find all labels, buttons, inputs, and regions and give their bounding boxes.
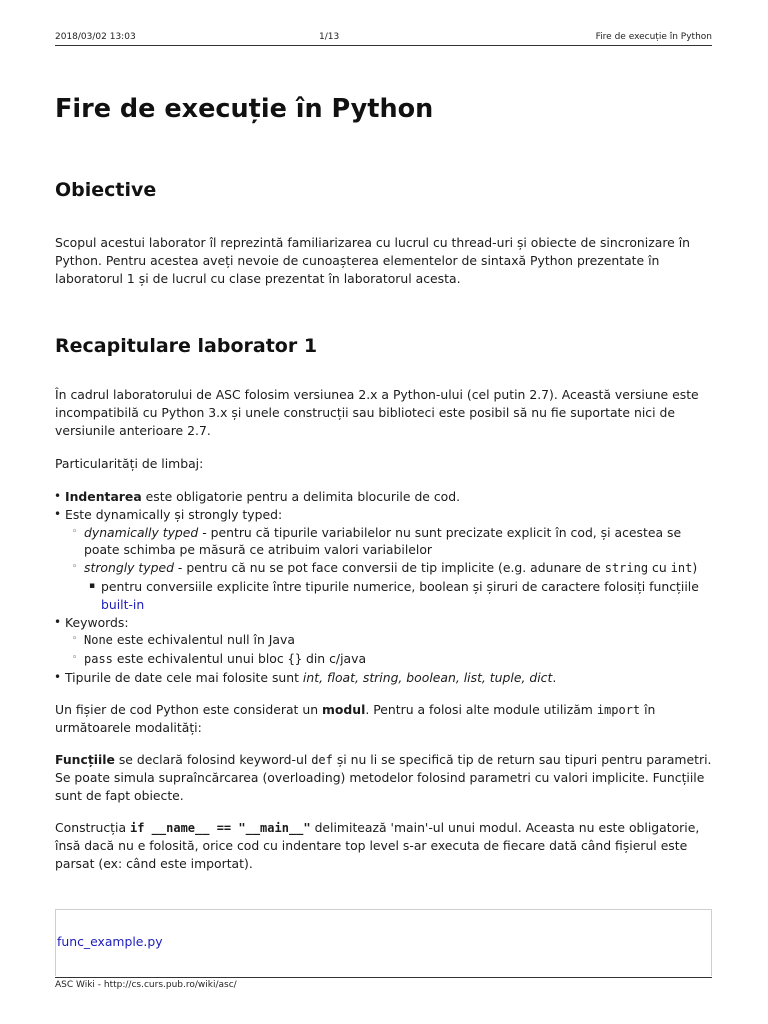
page-header: [55, 31, 712, 46]
code-string: string: [604, 561, 649, 576]
typing-sublist: [65, 524, 715, 614]
particularities-list: [55, 488, 715, 687]
list-item-none: ◦ None este echivalentul null în Java: [65, 631, 715, 650]
main-paragraph: Construcția if __name__ == "__main__" delimitează 'main'-ul unui modul. Aceasta nu este obligatorie, însă dacă nu e folosită, orice cod cu indentare top level s-ar executa de fiecare dată când fișierul este parsat (ex: când este importat).: [55, 819, 700, 871]
functions-paragraph: Funcțiile se declară folosind keyword-ul def și nu li se specifică tip de return sau tipuri pentru parametri. Se poate simula supraîncărcarea (overloading) metodelor folosind parametri cu valori implicite. Funcțiile sunt de fapt obiecte.: [55, 751, 712, 803]
conversion-sublist: [84, 578, 715, 614]
list-item-data-types: • Tipurile de date cele mai folosite sunt int, float, string, boolean, list, tuple, dict.: [55, 669, 715, 687]
list-item-conversions: ▪ pentru conversiile explicite între tipurile numerice, boolean și șiruri de caractere folosiți funcțiile built-in: [84, 578, 715, 614]
list-item-indentation: • Indentarea este obligatorie pentru a delimita blocurile de cod.: [55, 488, 715, 506]
objectives-heading: Obiective: [55, 179, 157, 201]
list-item-strong: ◦ strongly typed - pentru că nu se pot face conversii de tip implicite (e.g. adunare de string cu int) ▪ pentru conversiile explicite între tipurile numerice, boolean și șiruri de caractere folosiți funcțiile built-in: [65, 559, 715, 613]
code-file-box: [55, 909, 712, 976]
header-doc-title: Fire de execuție în Python: [595, 32, 712, 42]
func-example-link[interactable]: func_example.py: [57, 934, 163, 949]
list-item-dynamic: ◦ dynamically typed - pentru că tipurile variabilelor nu sunt precizate explicit în cod, și acestea se poate schimba pe măsură ce atribuim valori variabilelor: [65, 524, 715, 560]
code-int: int: [670, 561, 693, 576]
header-datetime: 2018/03/02 13:03: [55, 32, 136, 42]
list-item-pass: ◦ pass este echivalentul unui bloc {} din c/java: [65, 650, 715, 669]
header-page-number: 1/13: [319, 32, 340, 42]
indentation-term: Indentarea: [65, 489, 142, 504]
recap-heading: Recapitulare laborator 1: [55, 335, 318, 357]
list-item-typing: • Este dynamically și strongly typed: ◦ dynamically typed - pentru că tipurile variabilelor nu sunt precizate explicit în cod, și acestea se poate schimba pe măsură ce atribuim valori variabilelor ◦ strongly typed - pentru că nu se pot face conversii de tip implicite (e.g. adunare de string cu int) ▪ pentru conversiile explicite între tipurile numerice, boolean și șiruri de caractere folosiți funcțiile built-in: [55, 506, 715, 614]
document-content: [55, 91, 715, 873]
module-paragraph: Un fișier de cod Python este considerat un modul. Pentru a folosi alte module utilizăm import în următoarele modalități:: [55, 701, 656, 735]
page-footer: ASC Wiki - http://cs.curs.pub.ro/wiki/asc/: [55, 977, 712, 990]
page-title: Fire de execuție în Python: [55, 94, 434, 124]
particularities-label: Particularități de limbaj:: [55, 456, 204, 471]
builtin-link[interactable]: built-in: [101, 596, 145, 612]
objectives-paragraph: Scopul acestui laborator îl reprezintă familiarizarea cu lucrul cu thread-uri și obiecte de sincronizare în Python. Pentru acestea aveți nevoie de cunoașterea elementelor de sintaxă Python prezentate în laboratorul 1 și de lucrul cu clase prezentat în laboratorul acesta.: [55, 235, 691, 286]
recap-intro-paragraph: În cadrul laboratorului de ASC folosim versiunea 2.x a Python-ului (cel putin 2.7). Această versiune este incompatibilă cu Python 3.x și unele construcții sau biblioteci este posibil să nu fie suportate nici de versiunile anterioare 2.7.: [55, 387, 699, 438]
list-item-keywords: • Keywords: ◦ None este echivalentul null în Java ◦ pass este echivalentul unui bloc {} din c/java: [55, 614, 715, 669]
keywords-sublist: [65, 631, 715, 669]
